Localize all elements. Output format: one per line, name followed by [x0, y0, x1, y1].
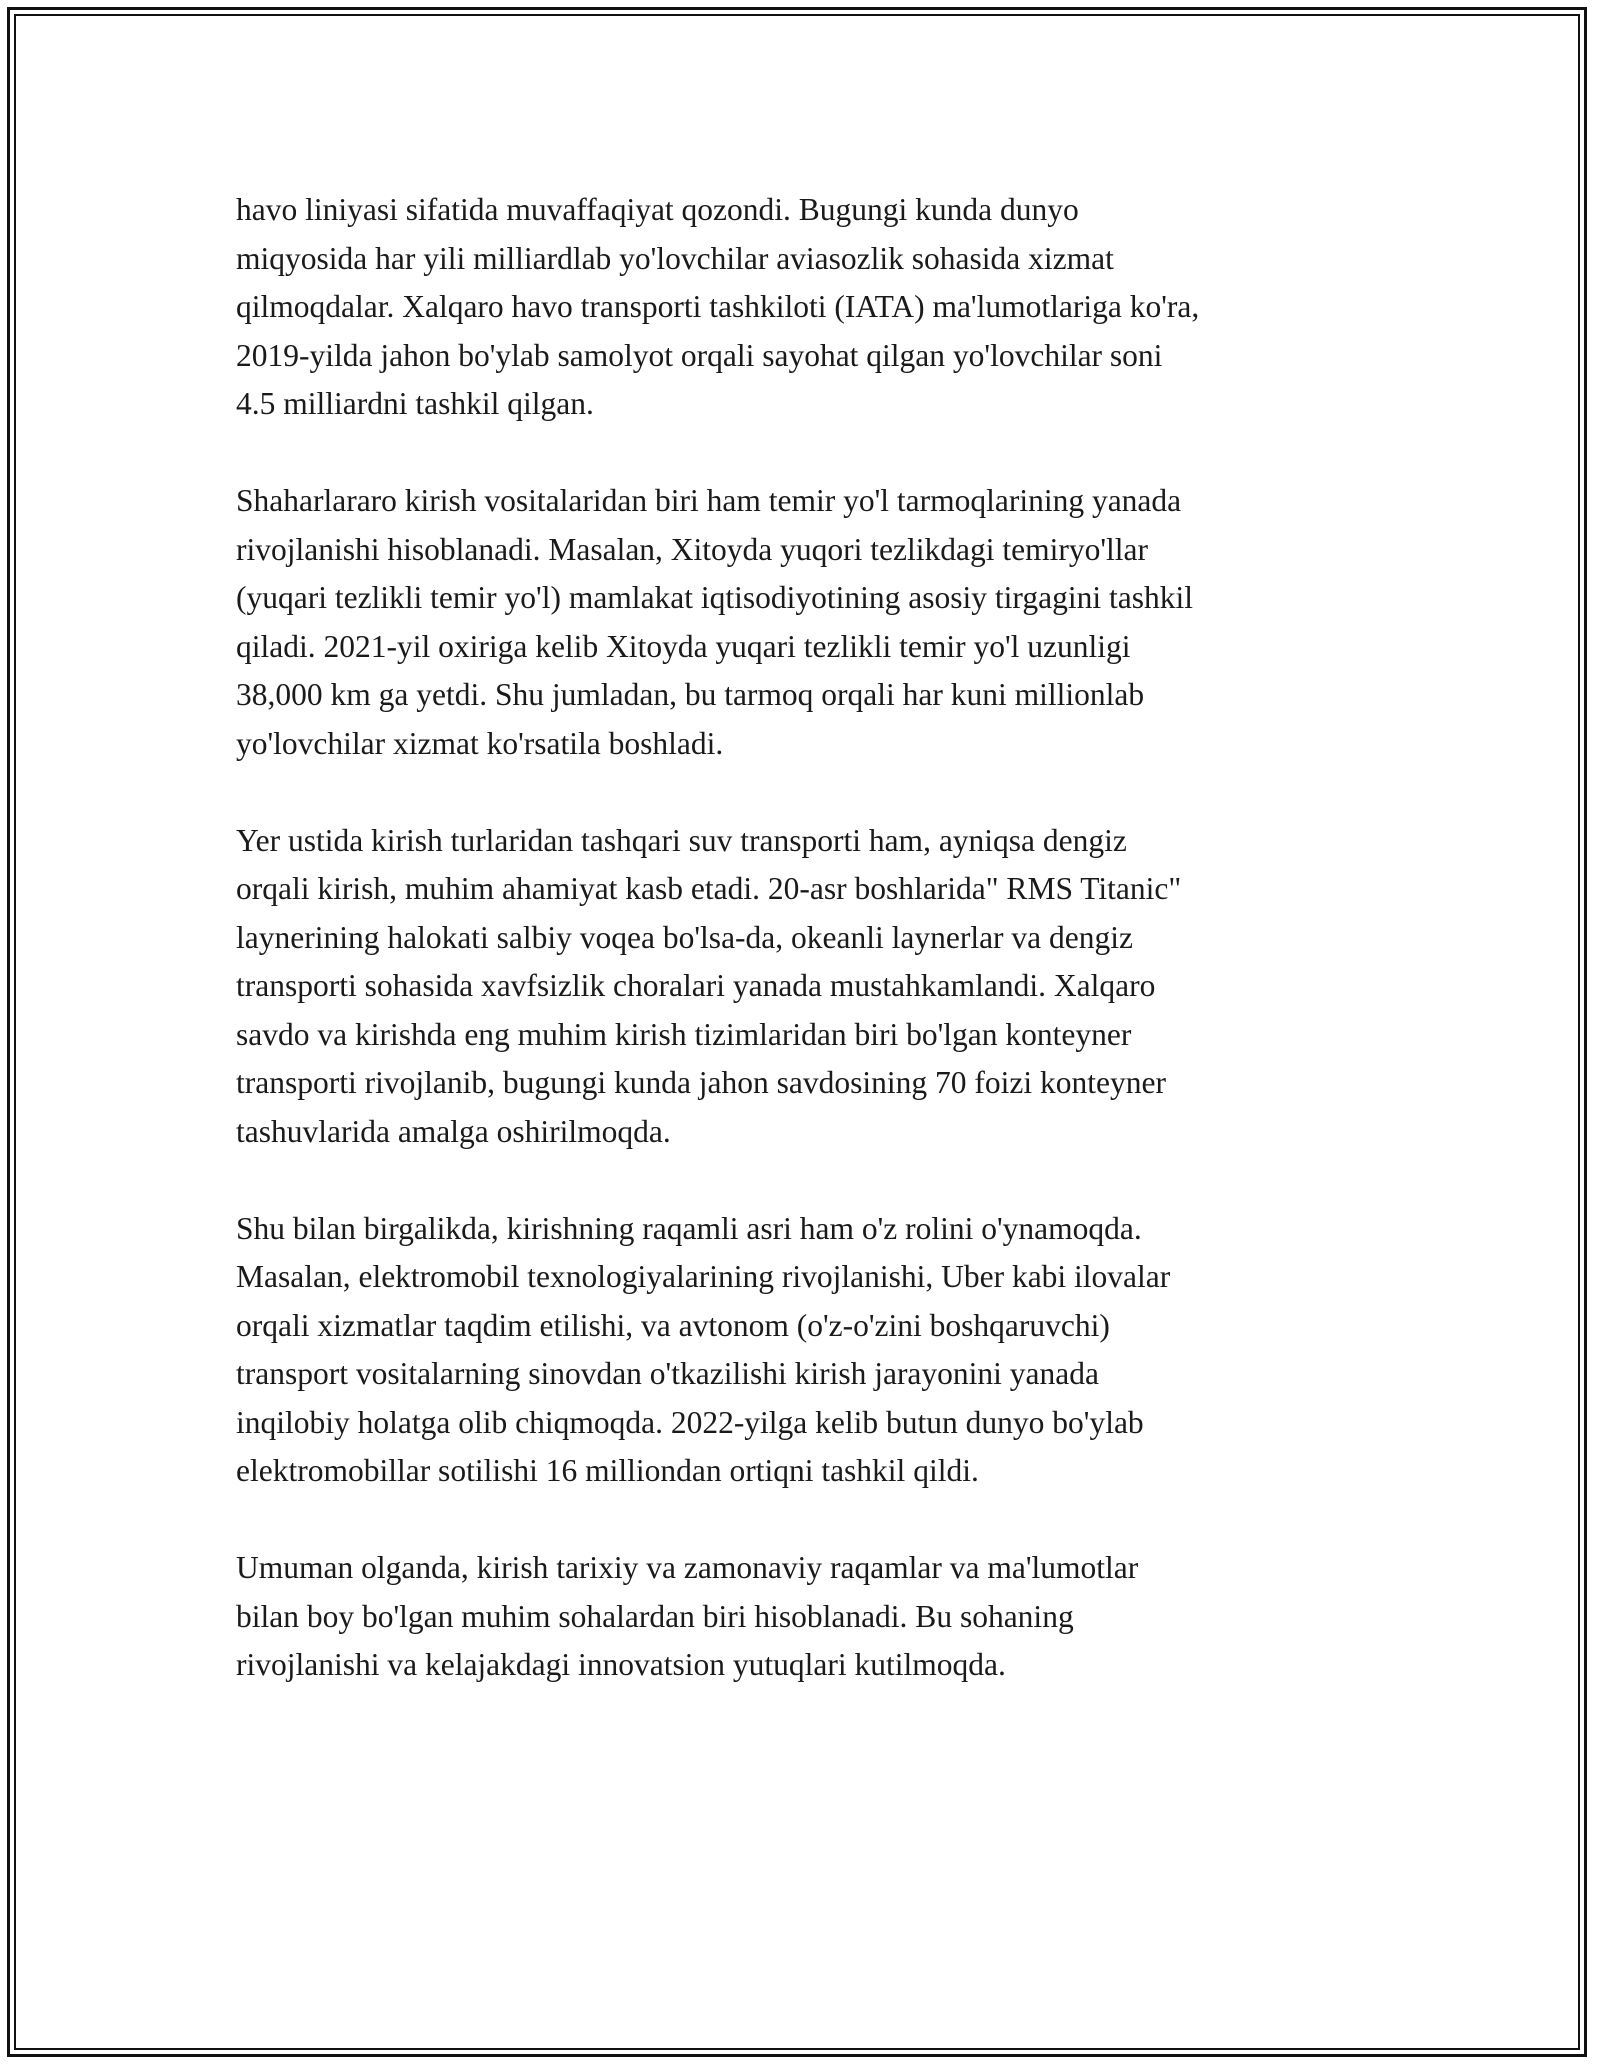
text-line: laynerining halokati salbiy voqea bo'lsa-da, okeanli laynerlar va dengiz	[236, 919, 1133, 955]
text-line: bilan boy bo'lgan muhim sohalardan biri hisoblanadi. Bu sohaning	[236, 1598, 1074, 1634]
text-line: 4.5 milliardni tashkil qilgan.	[236, 386, 594, 421]
text-line: 2019-yilda jahon bo'ylab samolyot orqali sayohat qilgan yo'lovchilar soni	[236, 337, 1163, 373]
text-line: Shaharlararo kirish vositalaridan biri ham temir yo'l tarmoqlarining yanada	[236, 483, 1182, 518]
text-line: transporti sohasida xavfsizlik choralari yanada mustahkamlandi. Xalqaro	[236, 968, 1156, 1003]
paragraph-digital-era	[236, 1205, 1366, 1496]
text-line: rivojlanishi va kelajakdagi innovatsion yutuqlari kutilmoqda.	[236, 1647, 1006, 1682]
text-line: tashuvlarida amalga oshirilmoqda.	[236, 1113, 671, 1149]
text-line: yo'lovchilar xizmat ko'rsatila boshladi.	[236, 725, 724, 761]
text-line: miqyosida har yili milliardlab yo'lovchilar aviasozlik sohasida xizmat	[236, 240, 1114, 276]
text-line: qiladi. 2021-yil oxiriga kelib Xitoyda yuqari tezlikli temir yo'l uzunligi	[236, 628, 1131, 664]
text-line: orqali xizmatlar taqdim etilishi, va avtonom (o'z-o'zini boshqaruvchi)	[236, 1307, 1110, 1343]
text-line: Umuman olganda, kirish tarixiy va zamonaviy raqamlar va ma'lumotlar	[236, 1550, 1139, 1585]
text-line: (yuqari tezlikli temir yo'l) mamlakat iqtisodiyotining asosiy tirgagini tashkil	[236, 580, 1193, 615]
text-line: Yer ustida kirish turlaridan tashqari suv transporti ham, ayniqsa dengiz	[236, 822, 1127, 858]
document-body	[236, 186, 1366, 1738]
text-line: transporti rivojlanib, bugungi kunda jahon savdosining 70 foizi konteyner	[236, 1065, 1166, 1100]
text-line: transport vositalarning sinovdan o'tkazilishi kirish jarayonini yanada	[236, 1356, 1099, 1391]
text-line: qilmoqdalar. Xalqaro havo transporti tashkiloti (IATA) ma'lumotlariga ko'ra,	[236, 289, 1200, 324]
text-line: Shu bilan birgalikda, kirishning raqamli asri ham o'z rolini o'ynamoqda.	[236, 1210, 1142, 1246]
text-line: havo liniyasi sifatida muvaffaqiyat qozondi. Bugungi kunda dunyo	[236, 192, 1079, 227]
text-line: orqali kirish, muhim ahamiyat kasb etadi. 20-asr boshlarida" RMS Titanic"	[236, 871, 1182, 906]
text-line: Masalan, elektromobil texnologiyalarining rivojlanishi, Uber kabi ilovalar	[236, 1259, 1171, 1294]
paragraph-rail-transport	[236, 477, 1366, 768]
text-line: savdo va kirishda eng muhim kirish tizimlaridan biri bo'lgan konteyner	[236, 1016, 1132, 1052]
paragraph-air-transport	[236, 186, 1366, 429]
paragraph-conclusion	[236, 1544, 1366, 1690]
text-line: inqilobiy holatga olib chiqmoqda. 2022-yilga kelib butun dunyo bo'ylab	[236, 1404, 1144, 1440]
text-line: rivojlanishi hisoblanadi. Masalan, Xitoyda yuqori tezlikdagi temiryo'llar	[236, 531, 1148, 567]
text-line: elektromobillar sotilishi 16 milliondan ortiqni tashkil qildi.	[236, 1453, 979, 1488]
text-line: 38,000 km ga yetdi. Shu jumladan, bu tarmoq orqali har kuni millionlab	[236, 677, 1145, 712]
paragraph-water-transport	[236, 817, 1366, 1157]
